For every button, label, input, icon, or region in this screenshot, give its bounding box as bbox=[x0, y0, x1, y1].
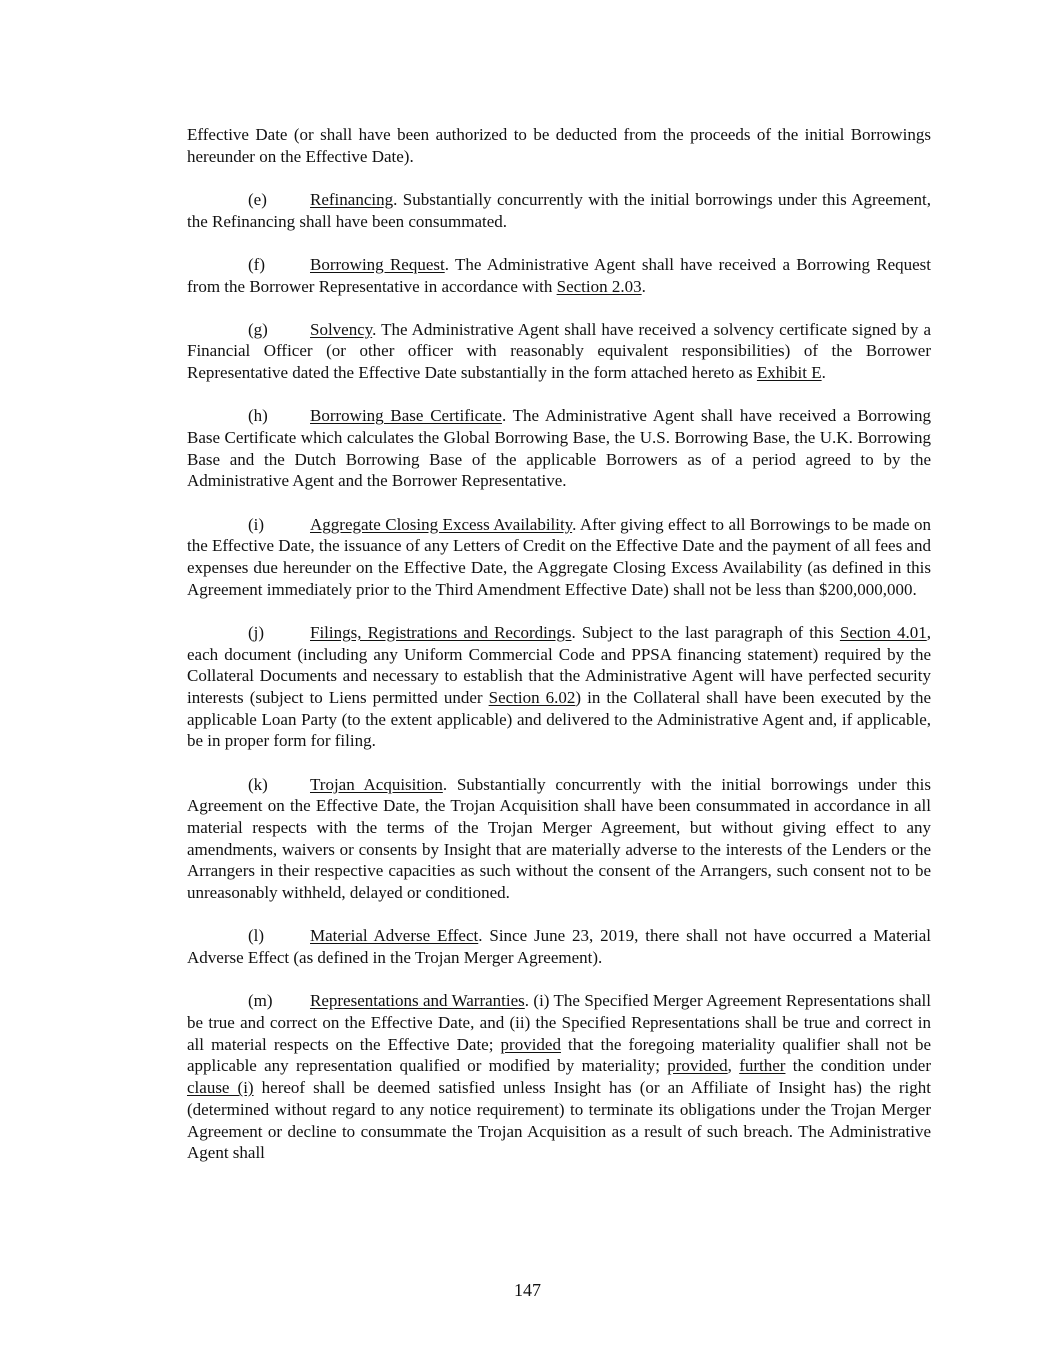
section-text: hereof shall be deemed satisfied unless Insight has (or an Affiliate of Insight has) the right (determined without regard to any notice requirement) to terminate its obligations under the Trojan Merger Agreement or decline to consummate the Trojan Acquisition as a result of such breach. The Administrative Agent shall bbox=[187, 1078, 931, 1163]
section-text: . Substantially concurrently with the initial borrowings under this Agreement on the Effective Date, the Trojan Acquisition shall have been consummated in accordance in all material respects with the terms of the Trojan Merger Agreement, but without giving effect to any amendments, waivers or consents by Insight that are materially adverse to the interests of the Lenders or the Arrangers in their respective capacities as such without the consent of the Arrangers, such consent not to be unreasonably withheld, delayed or conditioned. bbox=[187, 774, 931, 903]
section-heading: Borrowing Base Certificate bbox=[310, 406, 502, 426]
proviso-term: provided bbox=[667, 1056, 728, 1076]
section-text: the condition under bbox=[785, 1056, 931, 1076]
section-heading: Borrowing Request bbox=[310, 254, 445, 274]
section-heading: Aggregate Closing Excess Availability bbox=[310, 514, 573, 534]
section-j bbox=[187, 622, 931, 752]
document-body bbox=[187, 124, 931, 1185]
section-text: . bbox=[641, 276, 646, 296]
section-k bbox=[187, 774, 931, 904]
section-text: that the foregoing materiality qualifier shall not be applicable any representation qualified or modified by materiality; bbox=[187, 1034, 932, 1076]
section-number: (j) bbox=[248, 622, 265, 642]
section-heading: Solvency bbox=[310, 319, 373, 339]
section-number: (g) bbox=[248, 319, 268, 339]
section-text: . Subject to the last paragraph of this bbox=[571, 622, 840, 642]
section-number: (i) bbox=[248, 514, 265, 534]
section-text: , bbox=[727, 1056, 740, 1076]
section-text: , each document (including any Uniform Commercial Code and PPSA financing statement) required by the Collateral Documents and necessary to establish that the Administrative Agent will have perfected security interests (subject to Liens permitted under bbox=[187, 622, 931, 708]
section-l bbox=[187, 925, 931, 968]
section-number: (e) bbox=[248, 189, 267, 209]
section-text: . Substantially concurrently with the initial borrowings under this Agreement, the Refinancing shall have been consummated. bbox=[187, 189, 931, 231]
section-f bbox=[187, 254, 931, 297]
intro-text: Effective Date (or shall have been authorized to be deducted from the proceeds of the initial Borrowings hereunder on the Effective Date). bbox=[187, 125, 931, 166]
cross-reference: Section 4.01 bbox=[839, 622, 927, 642]
section-text: . After giving effect to all Borrowings to be made on the Effective Date, the issuance of any Letters of Credit on the Effective Date and the payment of all fees and expenses due hereunder on the Effective Date, the Aggregate Closing Excess Availability (as defined in this Agreement immediately prior to the Third Amendment Effective Date) shall not be less than $200,000,000. bbox=[187, 514, 931, 599]
section-number: (k) bbox=[248, 774, 268, 794]
section-text: . The Administrative Agent shall have received a Borrowing Request from the Borrower Representative in accordance with bbox=[187, 254, 932, 296]
section-heading: Trojan Acquisition bbox=[310, 774, 443, 794]
section-number: (m) bbox=[248, 991, 273, 1011]
intro-paragraph bbox=[187, 124, 931, 167]
section-text: . The Administrative Agent shall have received a Borrowing Base Certificate which calculates the Global Borrowing Base, the U.S. Borrowing Base, the U.K. Borrowing Base and the Dutch Borrowing Base of the applicable Borrowers as of a period agreed to by the Administrative Agent and the Borrower Representative. bbox=[187, 406, 931, 491]
proviso-term: provided bbox=[500, 1034, 561, 1054]
section-heading: Filings, Registrations and Recordings bbox=[310, 622, 572, 642]
section-text: . Since June 23, 2019, there shall not have occurred a Material Adverse Effect (as defined in the Trojan Merger Agreement). bbox=[187, 926, 931, 968]
section-i bbox=[187, 514, 931, 601]
section-text: . The Administrative Agent shall have received a solvency certificate signed by a Financial Officer (or other officer with reasonably equivalent responsibilities) of the Borrower Representative dated the Effective Date substantially in the form attached hereto as bbox=[187, 319, 931, 383]
cross-reference: clause (i) bbox=[187, 1078, 254, 1098]
cross-reference: Section 2.03 bbox=[556, 276, 642, 296]
section-text: . (i) The Specified Merger Agreement Representations shall be true and correct on the Effective Date, and (ii) the Specified Representations shall be true and correct in all material respects on the Effective Date; bbox=[187, 991, 931, 1054]
section-heading: Material Adverse Effect bbox=[310, 926, 479, 946]
page-number: 147 bbox=[514, 1280, 541, 1300]
section-heading: Refinancing bbox=[310, 189, 394, 209]
section-g bbox=[187, 319, 931, 384]
section-text: ) in the Collateral shall have been executed by the applicable Loan Party (to the extent applicable) and delivered to the Administrative Agent and, if applicable, be in proper form for filing. bbox=[187, 688, 931, 751]
section-number: (h) bbox=[248, 406, 268, 426]
section-number: (l) bbox=[248, 926, 265, 946]
proviso-term: further bbox=[739, 1056, 786, 1076]
cross-reference: Exhibit E bbox=[756, 363, 822, 383]
section-m bbox=[187, 990, 931, 1164]
cross-reference: Section 6.02 bbox=[488, 688, 576, 708]
section-h bbox=[187, 405, 931, 492]
section-e bbox=[187, 189, 931, 232]
section-text: . bbox=[821, 363, 826, 383]
section-number: (f) bbox=[248, 254, 265, 274]
section-heading: Representations and Warranties bbox=[310, 991, 525, 1011]
